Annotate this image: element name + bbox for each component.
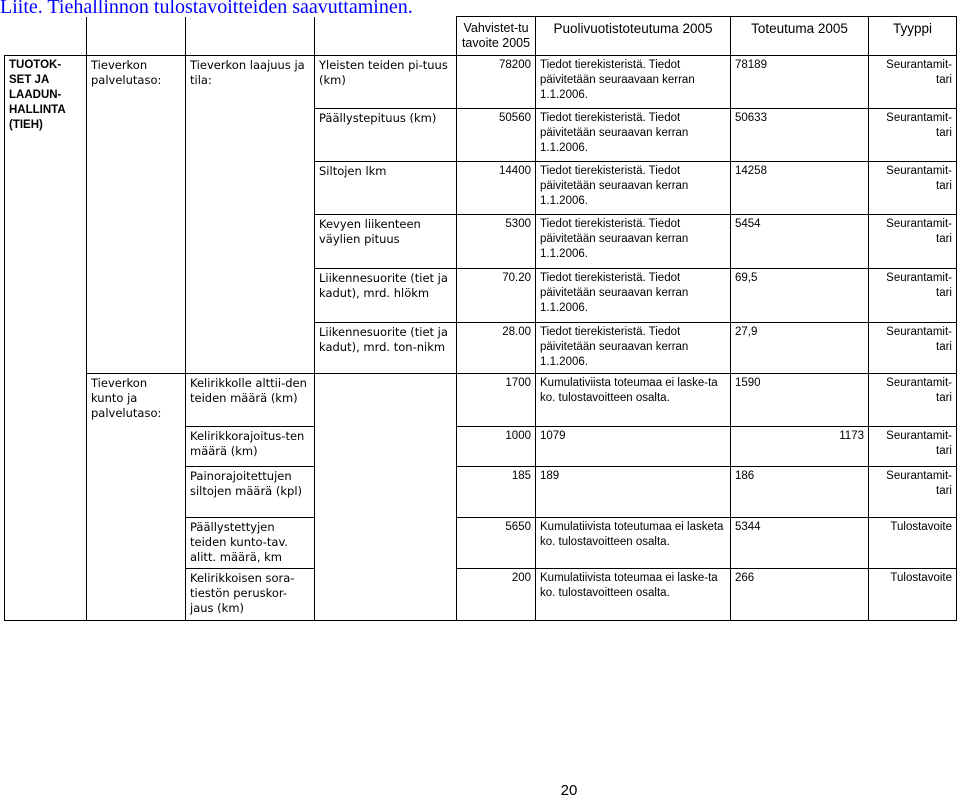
actual-cell: 266 (731, 569, 869, 621)
midyear-cell: 189 (536, 467, 731, 518)
group-sub-cell: Tieverkon laajuus ja tila: (186, 56, 315, 374)
target-cell: 28.00 (457, 323, 536, 374)
midyear-cell: Tiedot tierekisteristä. Tiedot päivitetään seuraavan kerran 1.1.2006. (536, 215, 731, 269)
target-cell: 5650 (457, 518, 536, 569)
header-type: Tyyppi (869, 17, 957, 56)
header-midyear: Puolivuotistoteutuma 2005 (536, 17, 731, 56)
table-row (5, 374, 957, 427)
actual-cell: 1590 (731, 374, 869, 427)
midyear-cell: Kumulatiivista toteutumaa ei lasketa ko. tulostavoitteen osalta. (536, 518, 731, 569)
type-cell: Seurantamit-tari (869, 467, 957, 518)
actual-cell: 5344 (731, 518, 869, 569)
midyear-cell: Tiedot tierekisteristä. Tiedot päivitetään seuraavan kerran 1.1.2006. (536, 109, 731, 162)
actual-cell: 50633 (731, 109, 869, 162)
actual-cell: 186 (731, 467, 869, 518)
target-cell: 1700 (457, 374, 536, 427)
type-cell: Seurantamit-tari (869, 427, 957, 467)
actual-cell: 78189 (731, 56, 869, 109)
type-cell: Seurantamit-tari (869, 323, 957, 374)
type-cell: Seurantamit-tari (869, 109, 957, 162)
type-cell: Seurantamit-tari (869, 56, 957, 109)
actual-cell: 69,5 (731, 269, 869, 323)
indicator-cell: Liikennesuorite (tiet ja kadut), mrd. hlökm (315, 269, 457, 323)
group-level-cell: Tieverkon kunto ja palvelutaso: (87, 374, 186, 621)
type-cell: Seurantamit-tari (869, 215, 957, 269)
midyear-cell: Tiedot tierekisteristä. Tiedot päivitetään seuraavaan kerran 1.1.2006. (536, 56, 731, 109)
header-actual: Toteutuma 2005 (731, 17, 869, 56)
target-cell: 14400 (457, 162, 536, 215)
group-level-cell: Tieverkon palvelutaso: (87, 56, 186, 374)
type-cell: Tulostavoite (869, 569, 957, 621)
midyear-cell: Kumulatiivista toteumaa ei laske-ta ko. tulostavoitteen osalta. (536, 569, 731, 621)
indicator-cell: Päällystepituus (km) (315, 109, 457, 162)
indicator-cell: Kelirikkolle alttii-den teiden määrä (km) (186, 374, 315, 427)
type-cell: Seurantamit-tari (869, 162, 957, 215)
type-cell: Seurantamit-tari (869, 374, 957, 427)
indicator-cell: Liikennesuorite (tiet ja kadut), mrd. ton-nikm (315, 323, 457, 374)
target-cell: 1000 (457, 427, 536, 467)
indicator-cell: Kelirikkorajoitus-ten määrä (km) (186, 427, 315, 467)
page-title: Liite. Tiehallinnon tulostavoitteiden saavuttaminen. (0, 0, 413, 18)
header-row (5, 17, 957, 56)
target-cell: 5300 (457, 215, 536, 269)
table-row (5, 56, 957, 109)
target-cell: 185 (457, 467, 536, 518)
target-cell: 50560 (457, 109, 536, 162)
target-cell: 78200 (457, 56, 536, 109)
indicator-cell: Siltojen lkm (315, 162, 457, 215)
actual-cell: 14258 (731, 162, 869, 215)
category-cell: TUOTOK-SET JA LAADUN-HALLINTA (TIEH) (5, 56, 87, 621)
indicator-cell: Painorajoitettujen siltojen määrä (kpl) (186, 467, 315, 518)
actual-cell: 1173 (731, 427, 869, 467)
target-cell: 200 (457, 569, 536, 621)
midyear-cell: Tiedot tierekisteristä. Tiedot päivitetään seuraavan kerran 1.1.2006. (536, 269, 731, 323)
results-table (4, 16, 957, 621)
type-cell: Seurantamit-tari (869, 269, 957, 323)
actual-cell: 27,9 (731, 323, 869, 374)
actual-cell: 5454 (731, 215, 869, 269)
page-number: 20 (560, 782, 578, 799)
midyear-cell: Tiedot tierekisteristä. Tiedot päivitetään seuraavan kerran 1.1.2006. (536, 162, 731, 215)
indicator-cell: Kelirikkoisen sora-tiestön peruskor-jaus (km) (186, 569, 315, 621)
indicator-cell: Päällystettyjen teiden kunto-tav. alitt. määrä, km (186, 518, 315, 569)
midyear-cell: 1079 (536, 427, 731, 467)
midyear-cell: Kumulativiista toteumaa ei laske-ta ko. tulostavoitteen osalta. (536, 374, 731, 427)
header-target: Vahvistet-tu tavoite 2005 (457, 17, 536, 56)
midyear-cell: Tiedot tierekisteristä. Tiedot päivitetään seuraavan kerran 1.1.2006. (536, 323, 731, 374)
target-cell: 70.20 (457, 269, 536, 323)
type-cell: Tulostavoite (869, 518, 957, 569)
indicator-cell: Kevyen liikenteen väylien pituus (315, 215, 457, 269)
indicator-cell: Yleisten teiden pi-tuus (km) (315, 56, 457, 109)
